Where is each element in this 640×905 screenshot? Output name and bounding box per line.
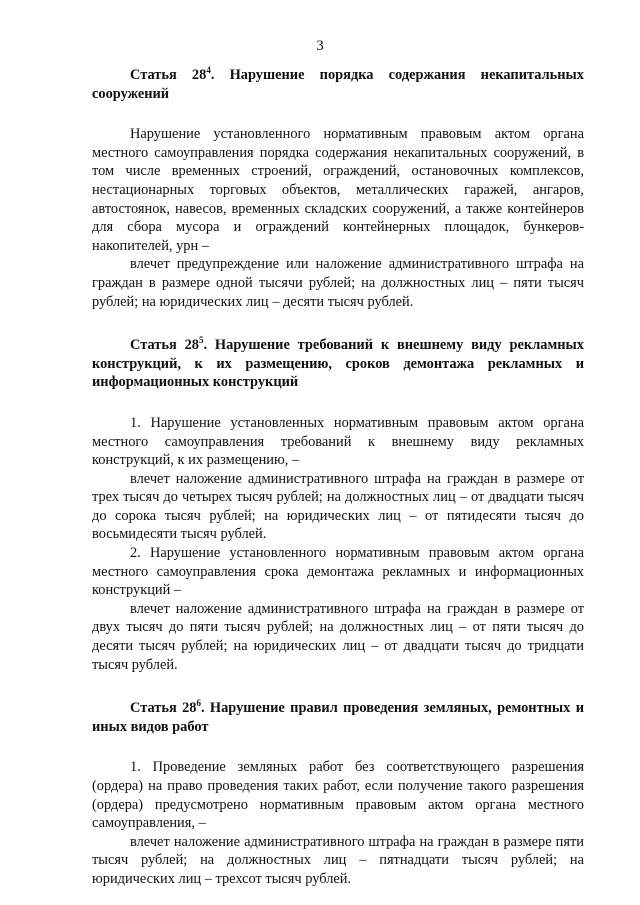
- article-title-superscript: 4: [206, 65, 211, 76]
- article-paragraph: 2. Нарушение установленного нормативным правовым актом органа местного самоуправления срока демонтажа рекламных и информационных конструкций –: [92, 545, 584, 599]
- article-title-text: . Нарушение правил проведения земляных, ремонтных и иных видов работ: [92, 700, 584, 735]
- article-paragraph: Нарушение установленного нормативным правовым актом органа местного самоуправления порядка содержания некапитальных сооружений, в том числе временных строений, ограждений, остановочных комплексов, нестационарных торговых объектов, металлических гаражей, ангаров, автостоянок, навесов, временных складских сооружений, а также контейнеров для сбора мусора и ограждений контейнерных площадок, бункеров-накопителей, урн –: [92, 126, 584, 254]
- article-title-prefix: Статья 28: [130, 337, 199, 354]
- article-title-superscript: 6: [196, 698, 201, 709]
- document-body: [92, 66, 584, 889]
- article-title: [92, 66, 584, 103]
- article-title: [92, 336, 584, 392]
- article-28-5: [92, 336, 584, 674]
- article-title: [92, 699, 584, 736]
- article-paragraph: влечет наложение административного штрафа на граждан в размере пяти тысяч рублей; на должностных лиц – пятнадцати тысяч рублей; на юридических лиц – трехсот тысяч рублей.: [92, 833, 584, 887]
- article-title-text: . Нарушение порядка содержания некапитальных сооружений: [92, 67, 584, 102]
- article-title-text: . Нарушение требований к внешнему виду рекламных конструкций, к их размещению, сроков демонтажа рекламных и информационных конструкций: [92, 337, 584, 391]
- article-paragraph: влечет предупреждение или наложение административного штрафа на граждан в размере одной тысячи рублей; на должностных лиц – пяти тысяч рублей; на юридических лиц – десяти тысяч рублей.: [92, 256, 584, 310]
- article-paragraph: 1. Проведение земляных работ без соответствующего разрешения (ордера) на право проведения таких работ, если получение такого разрешения (ордера) предусмотрено нормативным правовым актом органа местного самоуправления, –: [92, 759, 584, 832]
- article-28-6: [92, 699, 584, 888]
- article-title-superscript: 5: [198, 335, 204, 346]
- article-title-prefix: Статья 28: [130, 700, 197, 717]
- article-title-prefix: Статья 28: [130, 67, 207, 83]
- page-number: 3: [316, 38, 324, 54]
- article-paragraph: влечет наложение административного штрафа на граждан в размере от трех тысяч до четырех тысяч рублей; на должностных лиц – от двадцати тысяч до сорока тысяч рублей; на юридических лиц – от пятидесяти тысяч до восьмидесяти тысяч рублей.: [92, 470, 584, 543]
- article-28-4: [92, 66, 584, 311]
- article-paragraph: 1. Нарушение установленных нормативным правовым актом органа местного самоуправления требований к внешнему виду рекламных конструкций, к их размещению, –: [92, 414, 584, 469]
- article-paragraph: влечет наложение административного штрафа на граждан в размере от двух тысяч до пяти тысяч рублей; на должностных лиц – от пяти тысяч до десяти тысяч рублей; на юридических лиц – от двадцати тысяч до тридцати тысяч рублей.: [92, 600, 584, 673]
